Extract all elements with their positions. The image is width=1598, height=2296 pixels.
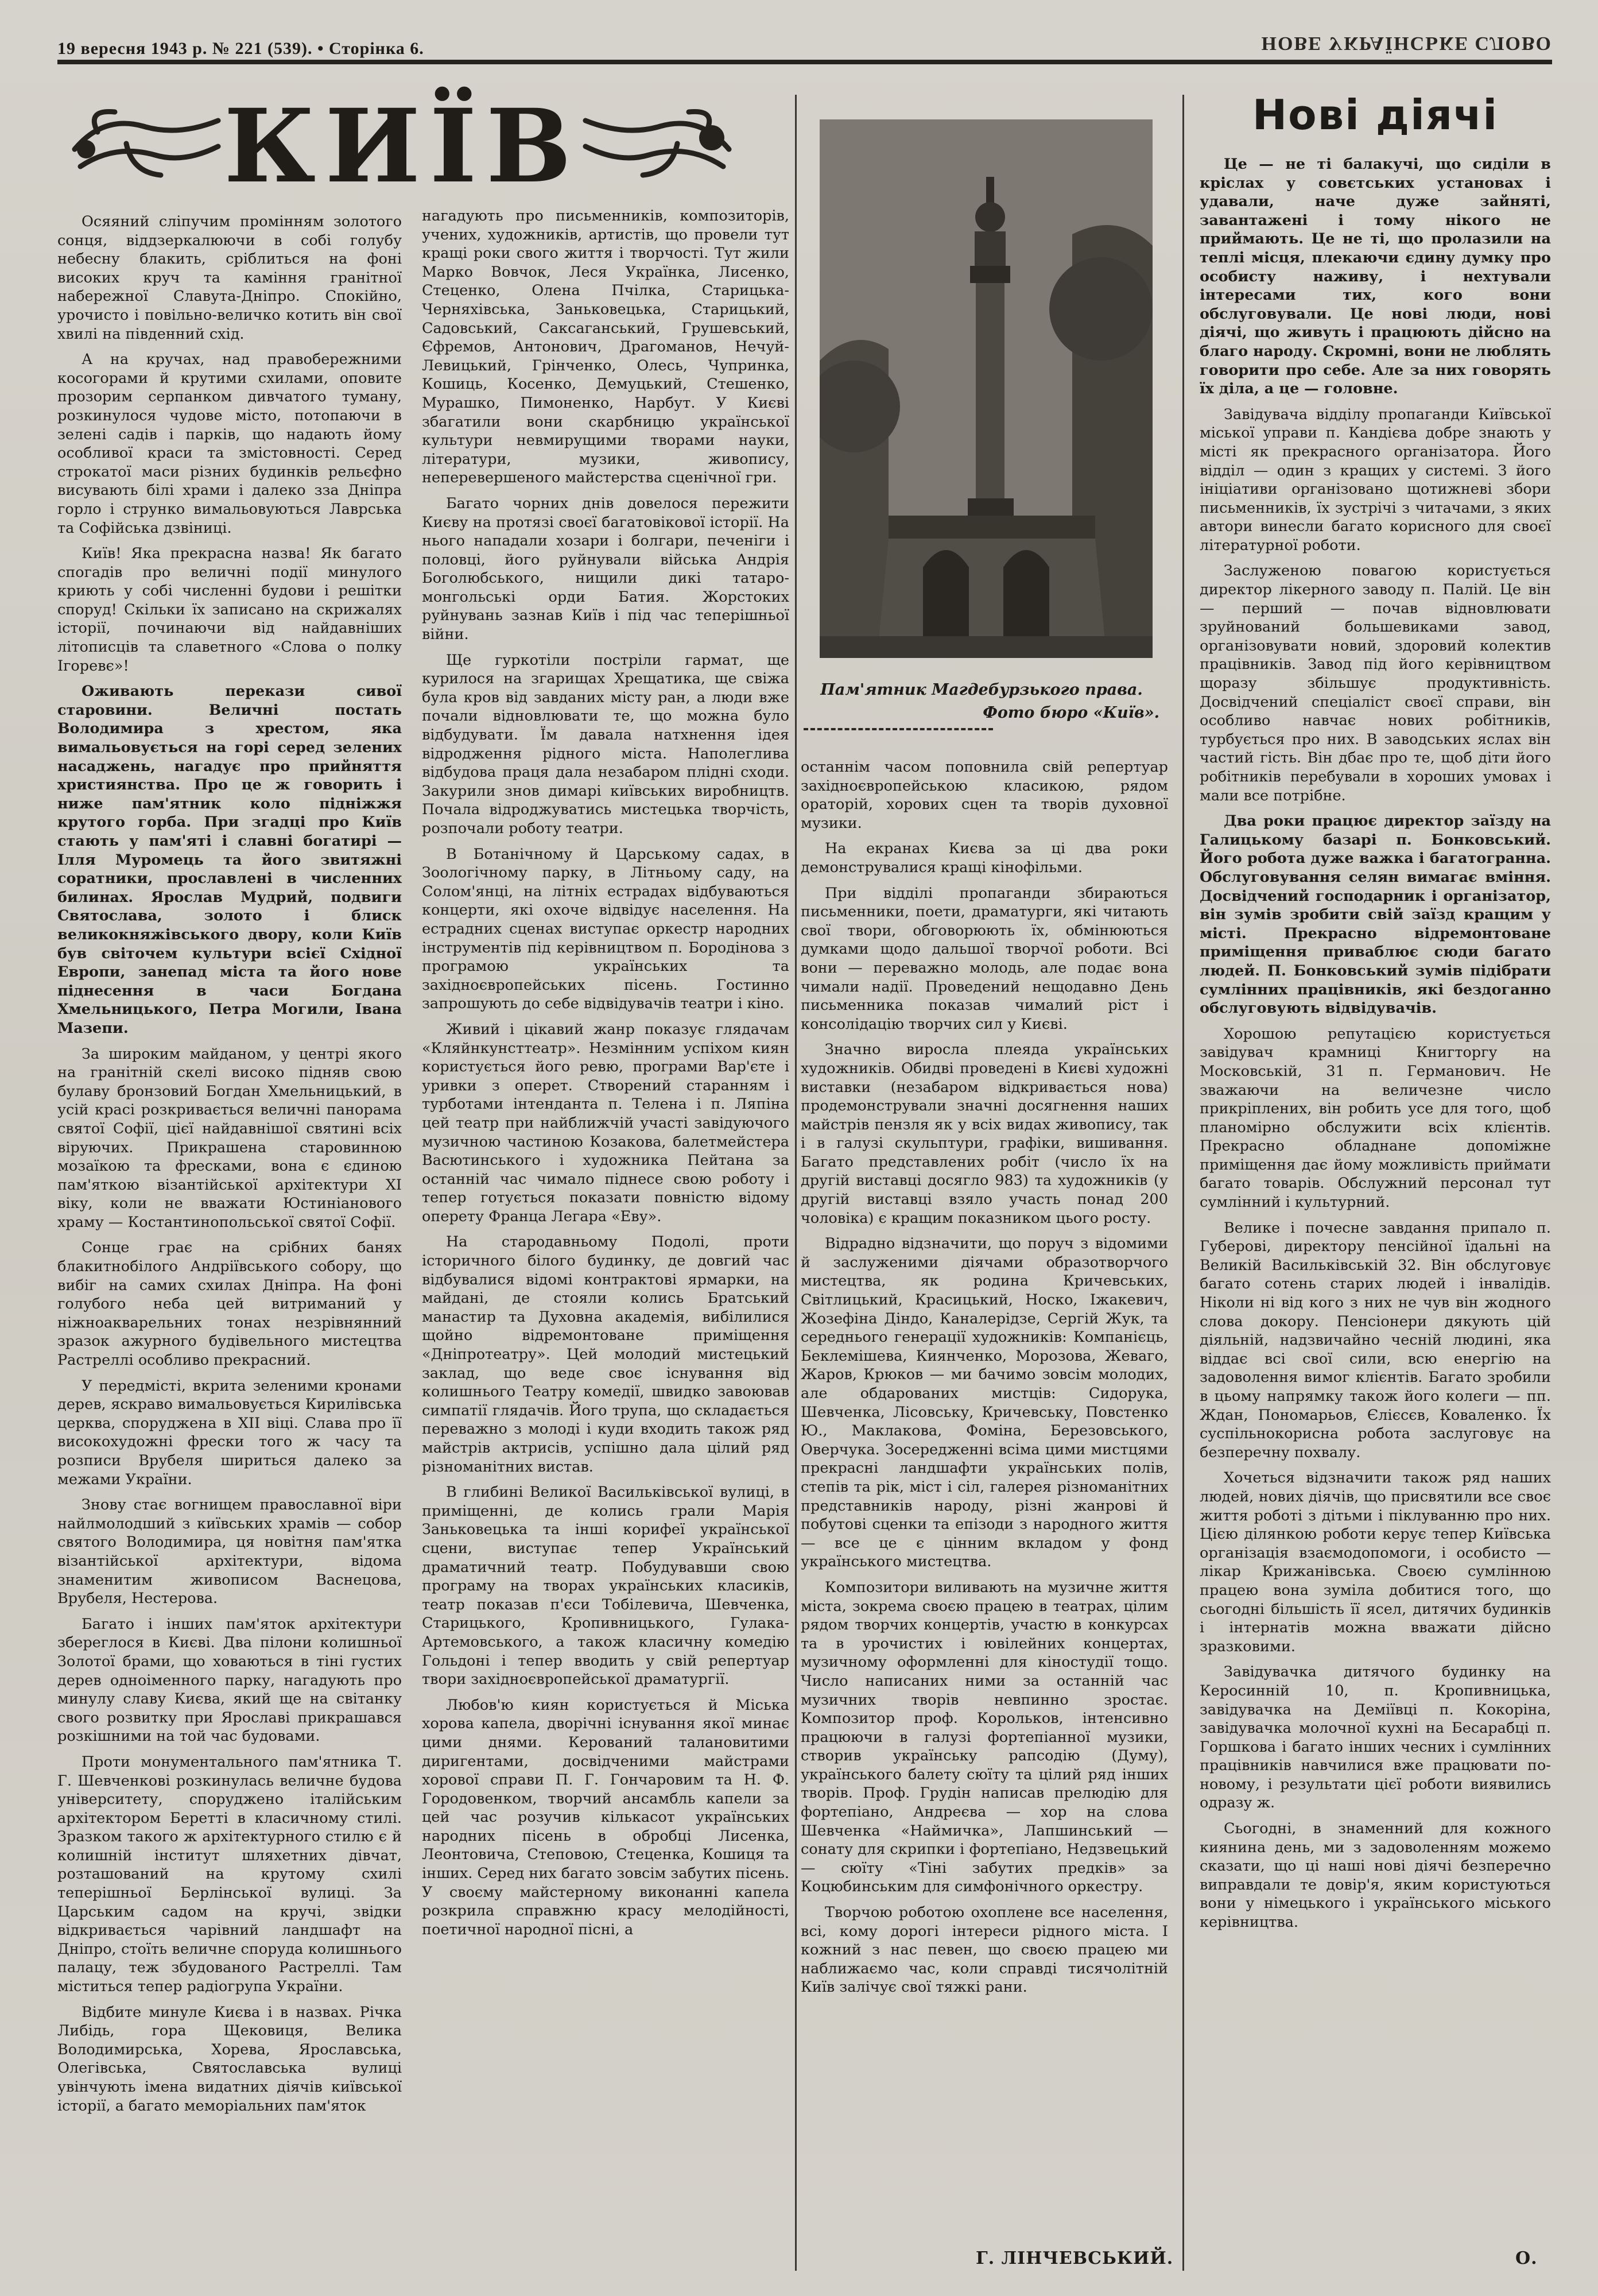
caption-divider xyxy=(804,728,993,730)
paragraph: А на кручах, над правобережними косогорами й крутими схилами, оповите прозорим серпанком дивчатого туману, розкинулося чудове місто, потопаючи в зелені садів і парків, що надають йому особливої краси та змістовності. Серед строкатої маси різних будинків рельєфно висувають білі храми і далеко зза Дніпра горло і струнко вимальовуються Лаврська та Софійська дзвіниці. xyxy=(57,351,402,537)
paragraph: Композитори виливають на музичне життя міста, зокрема своєю працею в театрах, цілим рядом творчих концертів, участю в конкурсах та в урочистих і ювілейних концертах, музичному оформленні для кіностудії тощо. Число написаних ними за останній час музичних творів невпинно зростає. Композитор проф. Корольков, інтенсивно працюючи в галузі фортепіанної музики, створив українську рапсодію (Думу), українського балету сюїту та цілий ряд інших творів. Проф. Грудін написав прелюдію для фортепіано, Андреєва — хор на слова Шевченка «Наймичка», Лапшинський — сонату для скрипки і фортепіано, Недзвецький — сюїту «Тіні забутих предків» за Коцюбинським для симфонічного оркестру. xyxy=(801,1578,1168,1896)
paragraph: Два роки працює директор заїзду на Галицькому базарі п. Бонковський. Його робота дуже важка і багатогранна. Обслуговування селян вимагає вміння. Досвідчений господарник і організатор, він зумів зробити свій заїзд кращим у місті. Прекрасно відремонтоване приміщення приваблює сюди багато людей. П. Бонковський зумів підібрати сумлінних працівників, які бездоганно обслуговують відвідувачів. xyxy=(1200,812,1551,1017)
paragraph: Відбите минуле Києва і в назвах. Річка Либідь, гора Щековиця, Велика Володимирська, Хорева, Ярославська, Олегівська, Святославська вулиці увінчують імена видатних діячів київської історії, а багато меморіальних пам'яток xyxy=(57,2003,402,2115)
paragraph: Велике і почесне завдання припало п. Губерові, директору пенсійної їдальні на Великій Васильківській 32. Він обслуговує багато сотень старих людей і інвалідів. Ніколи ні від кого з них не чув він жодного слова докору. Пенсіонери дякують цій діяльній, надзвичайно чесній людині, яка віддає всі свої сили, всю енергію на задоволення вимог клієнтів. Багато зробили в цьому напрямку також його колеги — пп. Ждан, Пономарьов, Єлієсєв, Коваленко. Їх суспільнокорисна робота заслуговує на безперечну похвалу. xyxy=(1200,1219,1551,1461)
paragraph: останнім часом поповнила свій репертуар західноєвропейською класикою, рядом ораторій, хорових сцен та творів духовної музики. xyxy=(801,758,1168,832)
paragraph: Оживають перекази сивої старовини. Величні постать Володимира з хрестом, яка вимальовується на горі серед зелених насаджень, нагадує про прийняття християнства. Про це ж говорить і ниже пам'ятник коло підніжжя крутого горба. При згадці про Київ стають у пам'яті і славні богатирі — Ілля Муромець та його звитяжні соратники, прославлені в численних билинах. Ярослав Мудрий, подвиги Святослава, золото і блиск великокняжівського двору, коли Київ був світочем культури всієї Східної Европи, занепад міста та його нове піднесення в часи Богдана Хмельницького, Петра Могили, Івана Мазепи. xyxy=(57,683,402,1037)
paragraph: Творчою роботою охоплене все населення, всі, кому дорогі інтереси рідного міста. І кожний з нас певен, що своєю працею ми наближаємо час, коли справді тисячолітній Київ залічує свої тяжкі рани. xyxy=(801,1904,1168,1996)
masthead-title: КИЇВ xyxy=(224,87,581,206)
paragraph: Хорошою репутацією користується завідувач крамниці Книгторгу на Московській, 31 п. Германович. Не зважаючи на величезне число прикріплених, він робить усе для того, щоб планомірно обслужити всіх клієнтів. Прекрасно обладнане допоміжне приміщення дає йому можливість приймати багато товарів. Обслужний персонал тут сумлінний і культурний. xyxy=(1200,1025,1551,1211)
new-article-title: Нові діячі xyxy=(1252,91,1499,139)
new-article-signature: О. xyxy=(1515,2248,1538,2268)
paragraph: Знову стає вогнищем православної віри найлмолодший з київських храмів — собор святого Володимира, ця новітня пам'ятка візантійської архітектури, відома знаменитим живописом Васнецова, Врубеля, Нестерова. xyxy=(57,1496,402,1608)
paragraph: Сонце грає на срібних банях блакитнобілого Андріївського собору, що вибіг на самих схилах Дніпра. На фоні голубого неба цей витриманий у ніжноакварельних тонах незрівнянний зразок ажурного будівельного мистецтва Растреллі особливо прекрасний. xyxy=(57,1239,402,1369)
paragraph: При відділі пропаганди збираються письменники, поети, драматурги, які читають свої твори, обговорюють їх, обмінюються думками щодо дальшої творчої роботи. Всі вони — переважно молодь, але подає вона чимали надії. Проведений нещодавно День письменника показав чималий ріст і консолідацію творчих сил у Києві. xyxy=(801,884,1168,1033)
kyiv-signature: Г. ЛІНЧЕВСЬКИЙ. xyxy=(976,2248,1174,2268)
paragraph: нагадують про письменників, композиторів, учених, художників, артистів, що провели тут кращі роки свого життя і творчості. Тут жили Марко Вовчок, Леся Українка, Лисенко, Стеценко, Олена Пчілка, Старицька-Черняхівська, Заньковецька, Старицький, Садовський, Саксаганський, Грушевський, Єфремов, Антонович, Драгоманов, Нечуй-Левицький, Грінченко, Олесь, Чупринка, Кошиць, Косенко, Демуцький, Стешенко, Мурашко, Пимоненко, Нарбут. У Києві збагатили вони скарбницю української культури невмирущими творами науки, літератури, музики, живопису, неперевершеного майстерства сценічної гри. xyxy=(422,207,789,487)
paragraph: В Ботанічному й Царському садах, в Зоологічному парку, в Літньому саду, на Солом'янці, на літніх естрадах відбуваються концерти, які охоче відвідує населення. На естрадних сценах виступає оркестр народних інструментів під керівництвом п. Бородінова з програмою українських та західноєвропейських пісень. Гостинно запрошують до себе відвідувачів театри і кіно. xyxy=(422,845,789,1013)
paragraph: У передмісті, вкрита зеленими кронами дерев, яскраво вимальовується Кирилівська церква, споруджена в XII віці. Слава про її високохудожні фрески того ж часу та розписи Врубеля шириться далеко за межами України. xyxy=(57,1377,402,1488)
paragraph: Проти монументального пам'ятника Т. Г. Шевченкові розкинулась величне будова університету, споруджено італійським архітектором Беретті в класичному стилі. Зразком такого ж архітектурного стилю є й колишній інститут шляхетних дівчат, розташований на крутому схилі теперішньої Берлінської вулиці. За Царським садом на кручі, звідки відкривається чарівний ландшафт на Дніпро, стоїть величне споруда колишнього палацу, теж збудованого Растреллі. Там міститься тепер радіогрупа України. xyxy=(57,1753,402,1996)
photo-caption xyxy=(804,679,1159,725)
paragraph: Завідувача відділу пропаганди Київської міської управи п. Кандієва добре знають у місті як прекрасного організатора. Його відділ — один з кращих у системі. З його ініціативи організовано щотижневі збори письменників, їх зустрічі з читачами, з яких автори винесли багато корисного для своєї літературної роботи. xyxy=(1200,405,1551,554)
dateline: 19 вересня 1943 р. № 221 (539). • Сторінка 6. xyxy=(57,39,424,58)
paragraph: Значно виросла плеяда українських художників. Обидві проведені в Києві художні виставки (незабаром відкривається нова) продемонстрували значні досягнення наших майстрів пензля як у всіх видах живопису, так і в галузі скульптури, графіки, вишивання. Багато представлених робіт (число їх на другій виставці досягло 983) та художників (у другій виставці взяло участь понад 200 чоловіка) є кращим показником цього росту. xyxy=(801,1041,1168,1227)
caption-credit: Фото бюро «Київ». xyxy=(983,704,1159,722)
paragraph: Сьогодні, в знаменний для кожного киянина день, ми з задоволенням можемо сказати, що ці наші нові діячі безперечно виправдали те довір'я, яким користуються вони у німецького і українського міського керівництва. xyxy=(1200,1820,1551,1931)
column-rule xyxy=(1182,95,1184,2271)
monument-photo xyxy=(820,119,1153,658)
paragraph: Завідувачка дитячого будинку на Керосинній 10, п. Кропивницька, завідувачка на Деміївці п. Кокоріна, завідувачка молочної кухні на Бесарабці п. Горшкова і багато інших чесних і сумлінних працівників навчилися вже працювати по-новому, і результати цієї роботи виявились одразу ж. xyxy=(1200,1663,1551,1812)
paragraph: Живий і цікавий жанр показує глядачам «Кляйнкунсттеатр». Незмінним успіхом киян користується його ревю, програми Вар'єте і уривки з оперет. Створений старанням і турботами інтенданта п. Телена і п. Ляпіна цей театр при найближчій участі завідуючого музичною частиною Козакова, балетмейстера Васютинського і художника Пейтана за останній час чимало піднесе свою роботу і тепер готується показати повністю відому оперету Франца Легара «Еву». xyxy=(422,1020,789,1225)
paper-name: НОВЕ УКРАЇНСЬКЕ СЛОВО xyxy=(1261,33,1552,54)
header-rule xyxy=(57,60,1552,64)
paragraph: В глибині Великої Васильківської вулиці, в приміщенні, де колись грали Марія Заньковецька та інші корифеї української сцени, виступає тепер Український драматичний театр. Побудувавши свою програму на творах українських класиків, театр показав п'єси Тобілевича, Шевченка, Старицького, Кропивницького, Гулака-Артемовського, а також класичну комедію Гольдоні і тепер вводить у свій репертуар твори західноєвропейської драматургії. xyxy=(422,1484,789,1689)
column-rule xyxy=(795,95,797,2271)
paragraph: Осяяний сліпучим промінням золотого сонця, віддзеркалюючи в собі голубу небесну блакить, сріблиться на фоні високих круч та каміння гранітної набережної Славута-Дніпро. Спокійно, урочисто і повільно-величко котить він свої хвилі на південний схід. xyxy=(57,213,402,343)
paragraph: На екранах Києва за ці два роки демонструвалися кращі кінофільми. xyxy=(801,840,1168,876)
paragraph: Ще гуркотіли постріли гармат, ще курилося на згарищах Хрещатика, ще свіжа була кров від завданих місту ран, а люди вже почали відновлювати те, що можна було відбудувати. Їм давала натхнення ідея відродження рідного міста. Наполеглива відбудова праця дала незабаром плідні сходи. Закурили знов димарі київських виробництв. Почала відроджуватись мистецька творчість, розпочали роботу театри. xyxy=(422,651,789,837)
paragraph: За широким майданом, у центрі якого на гранітній скелі високо підняв свою булаву бронзовий Богдан Хмельницький, в усій красі розкривається величні панорама святої Софії, цієї найдавнішої святині всіх віруючих. Прикрашена старовинною мозаїкою та фресками, вона є єдиною пам'яткою візантійської архітектури XI віку, коли не вважати Юстиніанового храму — Костантинопольської святої Софії. xyxy=(57,1045,402,1231)
paragraph: Київ! Яка прекрасна назва! Як багато спогадів про величні події минулого криють у собі численні будови і решітки споруд! Скільки їх записано на скрижалях історії, починаючи від найдавніших літописців та славетного «Слова о полку Ігоревє»! xyxy=(57,545,402,675)
paragraph: Любов'ю киян користується й Міська хорова капела, дворічні існування якої минає цими днями. Керований талановитими диригентами, досвідченими майстрами хорової справи П. Г. Гончаровим та Н. Ф. Городовенком, творчий ансамбль капели за цей час розучив кількасот українських народних пісень в обробці Лисенка, Леонтовича, Степовою, Стеценка, Кошиця та інших. Серед них багато зовсім забутих пісень. У своєму майстерному виконанні капела розкрила справжню красу мелодійності, поетичної народної пісні, а xyxy=(422,1696,789,1938)
new-article-col xyxy=(1200,155,1551,1939)
paragraph: Це — не ті балакучі, що сиділи в кріслах у совєтських установах і удавали, наче дуже зайняті, завантажені і тому нікого не приймають. Це не ті, що пролазили на теплі місця, плекаючи єдину думку про особисту наживу, і нехтували інтересами тих, кого вони обслуговували. Це нові люди, нові діячі, що живуть і працюють дійсно на благо народу. Скромні, вони не люблять говорити про себе. Але за них говорять їх діла, а це — головне. xyxy=(1200,156,1551,398)
ornament-right-icon xyxy=(580,103,740,189)
monument-illustration-icon xyxy=(820,119,1153,658)
kyiv-article-col3 xyxy=(801,758,1168,2004)
paragraph: Хочеться відзначити також ряд наших людей, нових діячів, що присвятили все своє життя роботі з дітьми і піклуванню про них. Цією ділянкою роботи керує тепер Київська організація взаємодопомоги, і особисто — лікар Крижанівська. Своєю сумлінною працею вона зуміла добитися того, що сьогодні більшість її ясел, дитячих будинків і інтернатів можна вважати дійсно зразковими. xyxy=(1200,1469,1551,1655)
paragraph: На стародавньому Подолі, проти історичного білого будинку, де довгий час відбувалися відомі контрактові ярмарки, на майдані, де стояли колись Братський манастир та Духовна академія, вибілилися щойно відремонтоване приміщення «Дніпротеатру». Цей молодий мистецький заклад, що веде своє існування від колишнього Театру комедії, швидко завоював симпатії глядачів. Його трупа, що складається переважно з молоді і куди входить також ряд майстрів актрисів, успішно дала цілий ряд різноманітних вистав. xyxy=(422,1233,789,1476)
caption-line: Пам'ятник Магдебурзького права. xyxy=(820,681,1143,699)
kyiv-article-col1 xyxy=(57,212,402,2122)
paragraph: Відрадно відзначити, що поруч з відомими й заслуженими діячами образотворчого мистецтва, як родина Кричевських, Світлицький, Красицький, Носко, Іжакевич, Жозефіна Діндо, Каналерідзе, Сергій Жук, та середнього генерації художників: Компанієць, Беклемішева, Киянченко, Морозова, Жеваго, Жаров, Крюков — ми бачимо зовсім молодих, але обдарованих мистців: Сидорука, Шевченка, Лісовську, Кричевську, Повстенко Ю., Маклакова, Фоміна, Березовського, Оверчука. Зосередженні всіма цими мистцями прекрасні ландшафти українських полів, степів та рік, міст і сіл, галерея різноманітних представників народу, різні жанрові й побутові сценки та епізоди з народного життя — все це є цінним вкладом у фонд українського мистецтва. xyxy=(801,1235,1168,1571)
kyiv-article-col2 xyxy=(422,207,789,1946)
masthead xyxy=(63,87,740,206)
paragraph: Заслуженою повагою користується директор лікерного заводу п. Палій. Це він — перший — почав відновлювати зруйнований большевиками завод, організовувати новий, здоровий колектив працівників. Завод під його керівництвом щоразу збільшує продуктивність. Досвідчений спеціаліст своєї справи, він особливо навчає нових робітників, турбується про них. В заводських яслах він частий гість. Він дбає про те, щоб діти його робітників перебували в хороших умовах і мали все потрібне. xyxy=(1200,562,1551,804)
ornament-left-icon xyxy=(63,103,224,189)
paragraph: Багато чорних днів довелося пережити Києву на протязі своєї багатовікової історії. На нього нападали хозари і болгари, печеніги і половці, його руйнували війська Андрія Боголюбського, нищили дикі татаро-монгольські орди Батия. Жорстоких руйнувань зазнав Київ і під час теперішньої війни. xyxy=(422,494,789,644)
paragraph: Багато і інших пам'яток архітектури збереглося в Києві. Два пілони колишньої Золотої брами, що ховаються в тіні густих дерев одноіменного парку, нагадують про минулу славу Києва, який ще на світанку свого розвитку при Ярославі прикрашався розкішними на той час будовами. xyxy=(57,1615,402,1745)
